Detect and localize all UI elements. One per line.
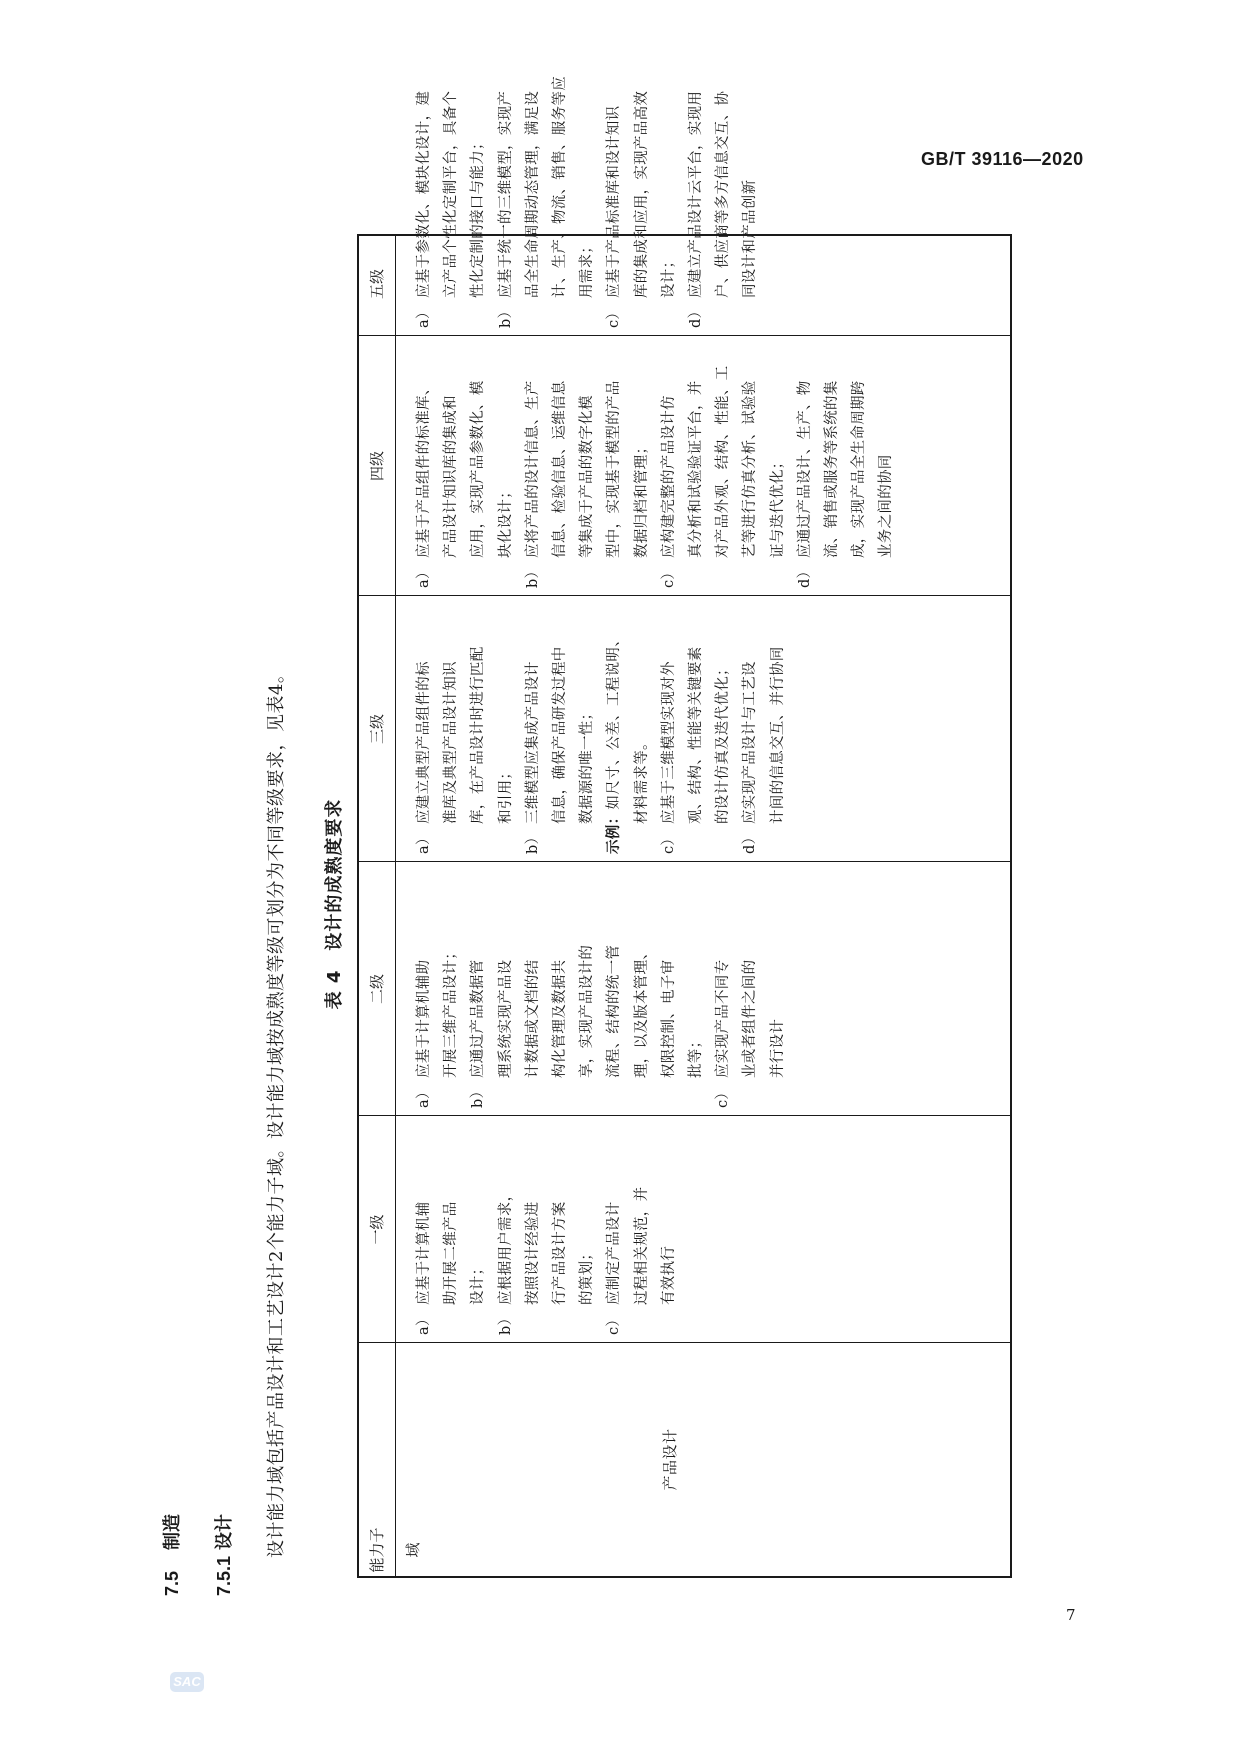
intro-paragraph: 设计能力域包括产品设计和工艺设计2个能力子域。设计能力域按成熟度等级可划分为不同等级要求，见表4。 bbox=[266, 664, 287, 1558]
subsection-title: 设计 bbox=[214, 1514, 235, 1550]
header-level-4: 四级 bbox=[368, 451, 386, 482]
requirement-item: c） 应构建完整的产品设计仿 真分析和试验验证平台，并 对产品外观、结构、性能、工 艺等进行仿真分析、试验验 证与迭代优化； bbox=[660, 365, 786, 588]
level-5-cell bbox=[411, 76, 765, 328]
column-divider bbox=[359, 595, 1010, 596]
header-domain: 能力子域 bbox=[368, 1527, 422, 1573]
column-divider bbox=[359, 335, 1010, 336]
level-3-cell bbox=[411, 598, 792, 854]
requirement-item: c） 应实现产品不同专 业或者组件之间的 并行设计 bbox=[715, 959, 786, 1108]
requirement-item: b） 应根据用户需求， 按照设计经验进 行产品设计方案 的策划； bbox=[497, 1186, 596, 1335]
requirement-item: a） 应基于计算机辅 助开展二维产品 设计； bbox=[416, 1201, 487, 1335]
requirement-item: b） 应通过产品数据管 理系统实现产品设 计数据或文档的结 构化管理及数据共 享，实现产品设计的 流程、结构的统一管 理，以及版本管理、 权限控制、电子审 批等； bbox=[470, 944, 705, 1108]
requirement-item: d） 应通过产品设计、生产、物 流、销售或服务等系统的集 成，实现产品全生命周期跨 业务之间的协同 bbox=[796, 380, 895, 588]
section-number: 7.5 bbox=[162, 1570, 182, 1596]
requirement-item: c） 应基于产品标准库和设计知识 库的集成和应用，实现产品高效 设计； bbox=[606, 90, 677, 328]
column-divider bbox=[359, 861, 1010, 862]
standard-code: GB/T 39116—2020 bbox=[921, 149, 1084, 169]
section-heading bbox=[160, 1514, 185, 1596]
requirement-item: b） 应基于统一的三维模型，实现产 品全生命周期动态管理，满足设 计、生产、物流、销售、服务等应 用需求； bbox=[497, 76, 596, 328]
requirement-item: a） 应建立典型产品组件的标 准库及典型产品设计知识 库，在产品设计时进行匹配 和引用； bbox=[416, 646, 514, 854]
header-level-5: 五级 bbox=[368, 269, 386, 300]
requirement-item: b） 应将产品的设计信息、生产 信息、检验信息、运维信息 等集成于产品的数字化模 型中，实现基于模型的产品 数据归档和管理； bbox=[524, 380, 650, 588]
sac-logo: SAC bbox=[170, 1672, 204, 1692]
column-divider bbox=[359, 1115, 1010, 1116]
requirement-item: d） 应实现产品设计与工艺设 计间的信息交互、并行协同 bbox=[742, 646, 786, 854]
header-level-1: 一级 bbox=[368, 1214, 386, 1245]
header-divider bbox=[395, 236, 396, 1576]
example-note: 示例：如尺寸、公差、工程说明、 材料需求等。 bbox=[606, 631, 650, 854]
requirement-item: a） 应基于计算机辅助 开展三维产品设计； bbox=[416, 944, 460, 1108]
requirement-item: b） 三维模型应集成产品设计 信息，确保产品研发过程中 数据源的唯一性； bbox=[524, 646, 596, 854]
requirement-item: a） 应基于参数化、模块化设计，建 立产品个性化定制平台，具备个 性化定制的接口与能力； bbox=[416, 90, 487, 328]
level-2-cell bbox=[411, 866, 792, 1108]
requirement-item: c） 应基于三维模型实现对外 观、结构、性能等关键要素 的设计仿真及迭代优化； bbox=[660, 646, 732, 854]
requirement-item: c） 应制定产品设计 过程相关规范，并 有效执行 bbox=[606, 1186, 677, 1335]
header-level-3: 三级 bbox=[368, 714, 386, 745]
page-number: 7 bbox=[1066, 1606, 1076, 1624]
subsection-number: 7.5.1 bbox=[214, 1555, 234, 1596]
section-title: 制造 bbox=[162, 1514, 183, 1550]
column-divider bbox=[359, 1342, 1010, 1343]
requirement-item: d） 应建立产品设计云平台，实现用 户、供应商等多方信息交互、协 同设计和产品创新 bbox=[688, 90, 759, 328]
level-4-cell bbox=[411, 338, 901, 588]
domain-cell: 产品设计 bbox=[661, 1428, 679, 1491]
subsection-heading bbox=[212, 1514, 237, 1596]
table-caption: 表 4 设计的成熟度要求 bbox=[324, 798, 345, 1010]
requirement-item: a） 应基于产品组件的标准库、 产品设计知识库的集成和 应用，实现产品参数化、模 块化设计； bbox=[416, 380, 514, 588]
level-1-cell bbox=[411, 1119, 683, 1335]
header-level-2: 二级 bbox=[368, 974, 386, 1005]
